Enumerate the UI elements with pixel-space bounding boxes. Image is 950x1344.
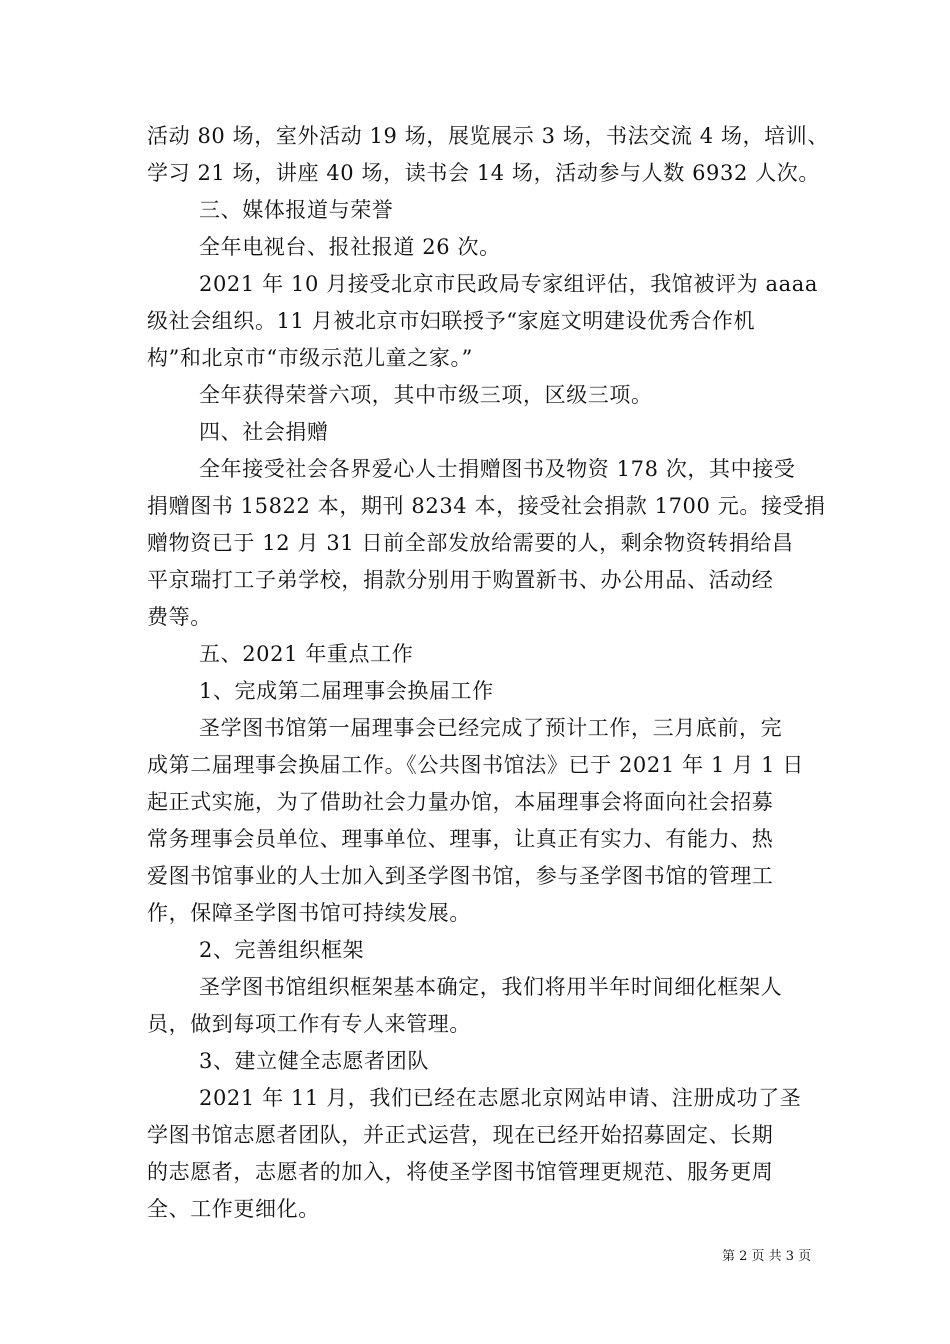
paragraph-line: 2021 年 10 月接受北京市民政局专家组评估，我馆被评为 aaaa [199, 272, 818, 296]
subsection-heading: 1、完成第二届理事会换届工作 [199, 679, 494, 703]
paragraph-line: 学习 21 场，讲座 40 场，读书会 14 场，活动参与人数 6932 人次。 [147, 161, 821, 185]
paragraph-line: 常务理事会员单位、理事单位、理事，让真正有实力、有能力、热 [147, 827, 774, 851]
paragraph-line: 赠物资已于 12 月 31 日前全部发放给需要的人，剩余物资转捐给昌 [147, 531, 794, 555]
paragraph-line: 员，做到每项工作有专人来管理。 [147, 1012, 471, 1036]
section-heading: 四、社会捐赠 [199, 420, 329, 444]
paragraph-line: 圣学图书馆第一届理事会已经完成了预计工作，三月底前，完 [199, 716, 783, 740]
paragraph-line: 爱图书馆事业的人士加入到圣学图书馆，参与圣学图书馆的管理工 [147, 864, 774, 888]
paragraph-line: 成第二届理事会换届工作。《公共图书馆法》已于 2021 年 1 月 1 日 [147, 753, 804, 777]
paragraph-line: 起正式实施，为了借助社会力量办馆，本届理事会将面向社会招募 [147, 790, 774, 814]
section-heading: 三、媒体报道与荣誉 [199, 198, 394, 222]
paragraph-line: 全年接受社会各界爱心人士捐赠图书及物资 178 次，其中接受 [199, 457, 796, 481]
paragraph-line: 圣学图书馆组织框架基本确定，我们将用半年时间细化框架人 [199, 975, 783, 999]
paragraph-line: 的志愿者，志愿者的加入，将使圣学图书馆管理更规范、服务更周 [147, 1160, 774, 1184]
paragraph-line: 捐赠图书 15822 本，期刊 8234 本，接受社会捐款 1700 元。接受捐 [147, 494, 826, 518]
paragraph-line: 作，保障圣学图书馆可持续发展。 [147, 901, 471, 925]
paragraph-line: 构”和北京市“市级示范儿童之家。” [147, 346, 473, 370]
page-number: 第 2 页 共 3 页 [722, 1249, 812, 1264]
paragraph-line: 活动 80 场，室外活动 19 场，展览展示 3 场，书法交流 4 场，培训、 [147, 124, 829, 148]
paragraph-line: 费等。 [147, 605, 212, 629]
paragraph-line: 级社会组织。11 月被北京市妇联授予“家庭文明建设优秀合作机 [147, 309, 756, 333]
subsection-heading: 3、建立健全志愿者团队 [199, 1049, 429, 1073]
paragraph-line: 全年获得荣誉六项，其中市级三项，区级三项。 [199, 383, 653, 407]
paragraph-line: 学图书馆志愿者团队，并正式运营，现在已经开始招募固定、长期 [147, 1123, 774, 1147]
paragraph-line: 平京瑞打工子弟学校，捐款分别用于购置新书、办公用品、活动经 [147, 568, 774, 592]
paragraph-line: 全年电视台、报社报道 26 次。 [199, 235, 501, 259]
subsection-heading: 2、完善组织框架 [199, 938, 365, 962]
paragraph-line: 2021 年 11 月，我们已经在志愿北京网站申请、注册成功了圣 [199, 1086, 802, 1110]
section-heading: 五、2021 年重点工作 [199, 642, 414, 666]
paragraph-line: 全、工作更细化。 [147, 1197, 320, 1221]
